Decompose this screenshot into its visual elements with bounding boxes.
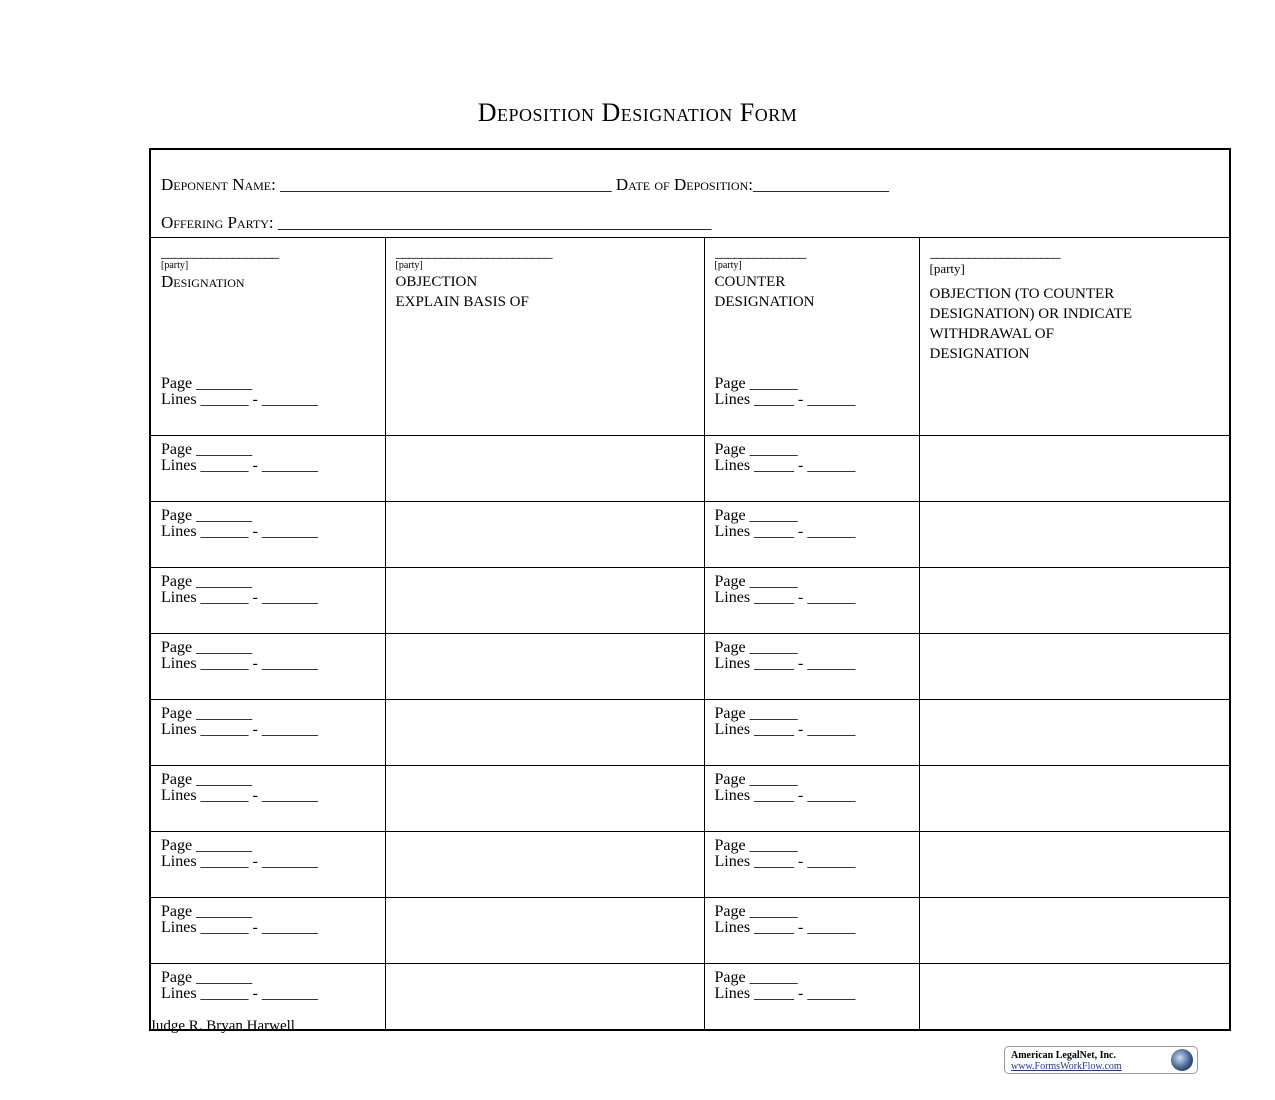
page-field[interactable]: Page _______ bbox=[161, 837, 253, 854]
lines-field[interactable]: Lines ______ - _______ bbox=[161, 787, 318, 804]
counter-designation-cell[interactable] bbox=[704, 370, 919, 436]
objection-cell[interactable] bbox=[385, 832, 704, 898]
lines-field[interactable]: Lines _____ - ______ bbox=[714, 787, 856, 804]
deponent-label: Deponent Name: bbox=[161, 175, 276, 194]
page-field[interactable]: Page _______ bbox=[161, 441, 253, 458]
lines-field[interactable]: Lines ______ - _______ bbox=[161, 721, 318, 738]
page-field[interactable]: Page _______ bbox=[161, 705, 253, 722]
designation-cell[interactable] bbox=[151, 898, 385, 964]
form-table bbox=[149, 148, 1231, 1031]
page-field[interactable]: Page _______ bbox=[161, 375, 253, 392]
table-row bbox=[151, 832, 1229, 898]
page-field[interactable]: Page ______ bbox=[714, 969, 798, 986]
party-field[interactable]: ____________________ bbox=[929, 246, 1060, 260]
objection-counter-cell[interactable] bbox=[919, 568, 1229, 634]
page-field[interactable]: Page _______ bbox=[161, 771, 253, 788]
objection-counter-cell[interactable] bbox=[919, 898, 1229, 964]
page-field[interactable]: Page ______ bbox=[714, 771, 798, 788]
objection-counter-cell[interactable] bbox=[919, 634, 1229, 700]
party-field[interactable]: ______________ bbox=[714, 246, 806, 260]
objection-counter-cell[interactable] bbox=[919, 370, 1229, 436]
objection-cell[interactable] bbox=[385, 898, 704, 964]
party-label: [party] bbox=[929, 261, 965, 276]
column-title: OBJECTION bbox=[395, 274, 478, 290]
lines-field[interactable]: Lines _____ - ______ bbox=[714, 523, 856, 540]
lines-field[interactable]: Lines ______ - _______ bbox=[161, 391, 318, 408]
lines-field[interactable]: Lines ______ - _______ bbox=[161, 853, 318, 870]
designation-cell[interactable] bbox=[151, 766, 385, 832]
legalnet-logo[interactable] bbox=[1004, 1046, 1198, 1074]
party-label: [party] bbox=[161, 260, 189, 271]
page-field[interactable]: Page _______ bbox=[161, 507, 253, 524]
lines-field[interactable]: Lines ______ - _______ bbox=[161, 457, 318, 474]
lines-field[interactable]: Lines ______ - _______ bbox=[161, 589, 318, 606]
objection-cell[interactable] bbox=[385, 436, 704, 502]
table-row bbox=[151, 700, 1229, 766]
page-field[interactable]: Page ______ bbox=[714, 837, 798, 854]
objection-counter-cell[interactable] bbox=[919, 766, 1229, 832]
designation-cell[interactable] bbox=[151, 502, 385, 568]
lines-field[interactable]: Lines _____ - ______ bbox=[714, 721, 856, 738]
table-row bbox=[151, 898, 1229, 964]
party-label: [party] bbox=[395, 260, 423, 271]
column-title-2: DESIGNATION) OR INDICATE bbox=[929, 306, 1132, 322]
date-field[interactable]: ________________ bbox=[752, 175, 889, 194]
party-field[interactable]: __________________ bbox=[161, 246, 278, 260]
page-field[interactable]: Page ______ bbox=[714, 903, 798, 920]
date-label: Date of Deposition: bbox=[615, 175, 753, 194]
page-field[interactable]: Page ______ bbox=[714, 573, 798, 590]
page-field[interactable]: Page ______ bbox=[714, 639, 798, 656]
lines-field[interactable]: Lines ______ - _______ bbox=[161, 919, 318, 936]
page-field[interactable]: Page ______ bbox=[714, 441, 798, 458]
objection-counter-cell[interactable] bbox=[919, 964, 1229, 1030]
counter-designation-cell[interactable] bbox=[704, 700, 919, 766]
designation-cell[interactable] bbox=[151, 634, 385, 700]
judge-name: Judge R. Bryan Harwell bbox=[150, 1018, 295, 1034]
counter-designation-cell[interactable] bbox=[704, 568, 919, 634]
form-header bbox=[151, 150, 1229, 238]
objection-cell[interactable] bbox=[385, 700, 704, 766]
lines-field[interactable]: Lines ______ - _______ bbox=[161, 655, 318, 672]
column-subtitle: EXPLAIN BASIS OF bbox=[395, 294, 529, 310]
table-row bbox=[151, 964, 1229, 1030]
objection-counter-cell[interactable] bbox=[919, 700, 1229, 766]
lines-field[interactable]: Lines _____ - ______ bbox=[714, 457, 856, 474]
designation-cell[interactable] bbox=[151, 700, 385, 766]
table-row bbox=[151, 370, 1229, 436]
counter-designation-cell[interactable] bbox=[704, 436, 919, 502]
globe-icon bbox=[1171, 1049, 1193, 1071]
table-row bbox=[151, 766, 1229, 832]
designation-table bbox=[151, 238, 1229, 1029]
counter-designation-cell[interactable] bbox=[704, 964, 919, 1030]
designation-cell[interactable] bbox=[151, 832, 385, 898]
page-field[interactable]: Page _______ bbox=[161, 903, 253, 920]
designation-cell[interactable] bbox=[151, 370, 385, 436]
deponent-name-field[interactable]: _______________________________________ bbox=[280, 175, 612, 194]
lines-field[interactable]: Lines _____ - ______ bbox=[714, 853, 856, 870]
counter-designation-cell[interactable] bbox=[704, 502, 919, 568]
logo-name: American LegalNet, Inc. bbox=[1011, 1050, 1116, 1061]
column-title: OBJECTION (TO COUNTER bbox=[929, 286, 1115, 302]
column-header-row bbox=[151, 238, 1229, 370]
lines-field[interactable]: Lines _____ - ______ bbox=[714, 391, 856, 408]
objection-header bbox=[385, 238, 704, 370]
lines-field[interactable]: Lines _____ - ______ bbox=[714, 655, 856, 672]
offering-party-field[interactable]: ___________________________________________________ bbox=[277, 213, 712, 232]
objection-cell[interactable] bbox=[385, 502, 704, 568]
objection-counter-cell[interactable] bbox=[919, 502, 1229, 568]
table-row bbox=[151, 568, 1229, 634]
lines-field[interactable]: Lines ______ - _______ bbox=[161, 523, 318, 540]
objection-counter-cell[interactable] bbox=[919, 436, 1229, 502]
party-label: [party] bbox=[714, 260, 742, 271]
counter-designation-cell[interactable] bbox=[704, 766, 919, 832]
table-row bbox=[151, 634, 1229, 700]
page-field[interactable]: Page ______ bbox=[714, 705, 798, 722]
counter-designation-header bbox=[704, 238, 919, 370]
designation-header bbox=[151, 238, 385, 370]
lines-field[interactable]: Lines _____ - ______ bbox=[714, 985, 856, 1002]
objection-counter-header bbox=[919, 238, 1229, 370]
objection-cell[interactable] bbox=[385, 766, 704, 832]
logo-link[interactable]: www.FormsWorkFlow.com bbox=[1011, 1061, 1122, 1072]
lines-field[interactable]: Lines _____ - ______ bbox=[714, 919, 856, 936]
lines-field[interactable]: Lines ______ - _______ bbox=[161, 985, 318, 1002]
page-field[interactable]: Page _______ bbox=[161, 969, 253, 986]
designation-cell[interactable] bbox=[151, 436, 385, 502]
column-title: COUNTER bbox=[714, 274, 786, 290]
page-field[interactable]: Page ______ bbox=[714, 375, 798, 392]
objection-cell[interactable] bbox=[385, 370, 704, 436]
offering-party-label: Offering Party: bbox=[161, 213, 274, 232]
page-field[interactable]: Page _______ bbox=[161, 639, 253, 656]
column-title: Designation bbox=[161, 272, 245, 291]
column-title-2: DESIGNATION bbox=[714, 294, 815, 310]
column-title-3: WITHDRAWAL OF bbox=[929, 326, 1054, 342]
page-field[interactable]: Page ______ bbox=[714, 507, 798, 524]
objection-counter-cell[interactable] bbox=[919, 832, 1229, 898]
objection-cell[interactable] bbox=[385, 568, 704, 634]
column-title-4: DESIGNATION bbox=[929, 346, 1030, 362]
counter-designation-cell[interactable] bbox=[704, 832, 919, 898]
page-field[interactable]: Page _______ bbox=[161, 573, 253, 590]
objection-cell[interactable] bbox=[385, 634, 704, 700]
table-row bbox=[151, 436, 1229, 502]
designation-cell[interactable] bbox=[151, 568, 385, 634]
form-title: Deposition Designation Form bbox=[477, 98, 798, 127]
counter-designation-cell[interactable] bbox=[704, 898, 919, 964]
objection-cell[interactable] bbox=[385, 964, 704, 1030]
party-field[interactable]: ________________________ bbox=[395, 246, 552, 260]
counter-designation-cell[interactable] bbox=[704, 634, 919, 700]
table-row bbox=[151, 502, 1229, 568]
lines-field[interactable]: Lines _____ - ______ bbox=[714, 589, 856, 606]
